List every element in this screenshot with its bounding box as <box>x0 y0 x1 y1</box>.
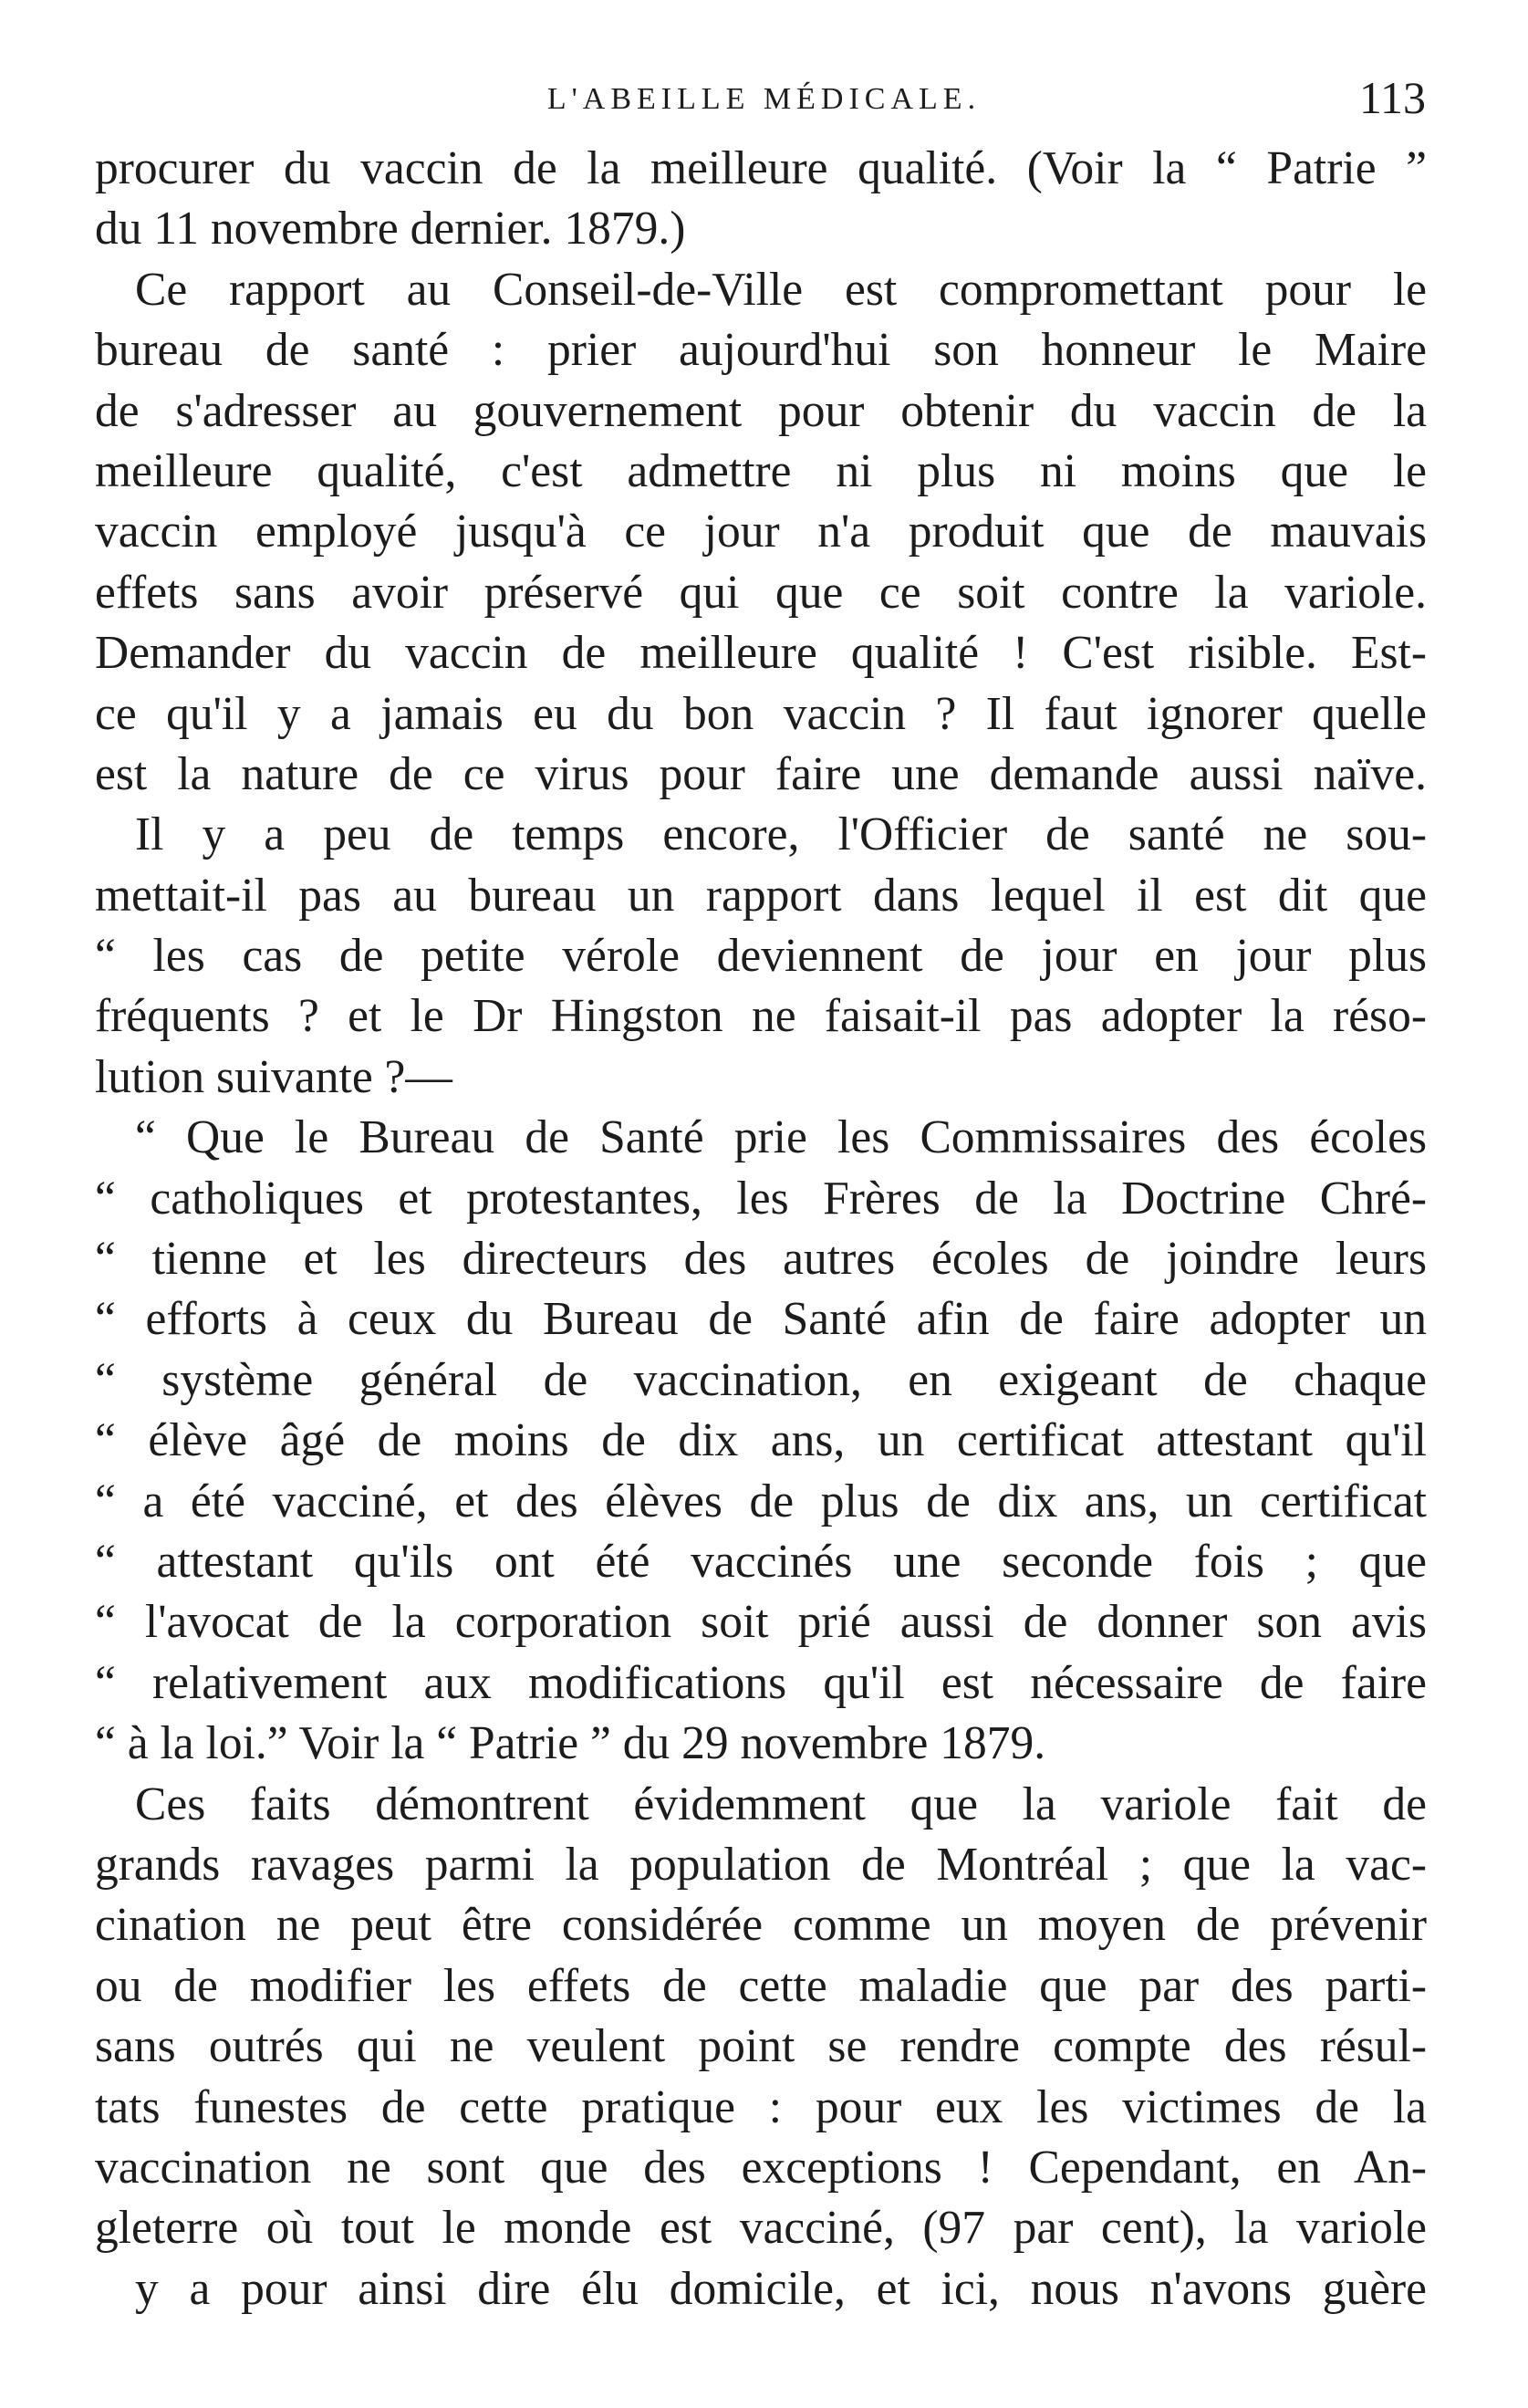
text-line: effets sans avoir préservé qui que ce soit contre la variole. <box>95 566 1427 619</box>
quote-line: “ efforts à ceux du Bureau de Santé afin de faire adopter un <box>95 1293 1427 1346</box>
text-line: y a pour ainsi dire élu domicile, et ici, nous n'avons guère <box>135 2262 1427 2315</box>
quote-line: “ l'avocat de la corporation soit prié aussi de donner son avis <box>95 1596 1427 1649</box>
text-line: grands ravages parmi la population de Montréal ; que la vac- <box>95 1838 1427 1891</box>
running-title: L'ABEILLE MÉDICALE. <box>546 82 982 116</box>
text-line: meilleure qualité, c'est admettre ni plus ni moins que le <box>95 444 1427 497</box>
page-number: 113 <box>1358 72 1426 123</box>
quote-line: “ relativement aux modifications qu'il est nécessaire de faire <box>95 1656 1427 1709</box>
body-text <box>95 139 1427 2319</box>
text-line: Ce rapport au Conseil-de-Ville est compromettant pour le <box>135 263 1427 316</box>
text-line: gleterre où tout le monde est vacciné, (97 par cent), la variole <box>95 2202 1427 2255</box>
text-line: bureau de santé : prier aujourd'hui son honneur le Maire <box>95 324 1427 377</box>
text-line: vaccin employé jusqu'à ce jour n'a produit que de mauvais <box>95 506 1427 558</box>
text-line: cination ne peut être considérée comme un moyen de prévenir <box>95 1899 1427 1952</box>
text-line: Ces faits démontrent évidemment que la variole fait de <box>135 1777 1427 1830</box>
text-line: procurer du vaccin de la meilleure qualité. (Voir la “ Patrie ” <box>95 142 1427 194</box>
text-line: du 11 novembre dernier. 1879.) <box>95 203 686 255</box>
quote-line: “ à la loi.” Voir la “ Patrie ” du 29 novembre 1879. <box>95 1717 1046 1770</box>
text-line: mettait-il pas au bureau un rapport dans lequel il est dit que <box>95 869 1427 922</box>
page-header <box>0 71 1528 126</box>
text-line: ce qu'il y a jamais eu du bon vaccin ? Il faut ignorer quelle <box>95 687 1427 740</box>
text-line: ou de modifier les effets de cette maladie que par des parti- <box>95 1959 1427 2012</box>
text-line: Il y a peu de temps encore, l'Officier de santé ne sou- <box>135 808 1427 861</box>
quote-line: “ attestant qu'ils ont été vaccinés une seconde fois ; que <box>95 1535 1427 1588</box>
text-line: lution suivante ?— <box>95 1050 452 1103</box>
quote-line: “ a été vacciné, et des élèves de plus de dix ans, un certificat <box>95 1475 1427 1527</box>
text-line: vaccination ne sont que des exceptions ! Cependant, en An- <box>95 2141 1427 2194</box>
text-line: “ les cas de petite vérole deviennent de jour en jour plus <box>95 930 1427 983</box>
text-line: fréquents ? et le Dr Hingston ne faisait-il pas adopter la réso- <box>95 990 1427 1043</box>
text-line: est la nature de ce virus pour faire une demande aussi naïve. <box>95 747 1427 800</box>
text-line: Demander du vaccin de meilleure qualité ! C'est risible. Est- <box>95 627 1427 680</box>
quote-line: “ système général de vaccination, en exigeant de chaque <box>95 1353 1427 1406</box>
quote-line: “ tienne et les directeurs des autres écoles de joindre leurs <box>95 1233 1427 1286</box>
text-line: de s'adresser au gouvernement pour obtenir du vaccin de la <box>95 384 1427 437</box>
quote-line: “ élève âgé de moins de dix ans, un certificat attestant qu'il <box>95 1414 1427 1467</box>
quote-line: “ Que le Bureau de Santé prie les Commissaires des écoles <box>135 1111 1427 1164</box>
text-line: tats funestes de cette pratique : pour eux les victimes de la <box>95 2080 1427 2133</box>
text-line: sans outrés qui ne veulent point se rendre compte des résul- <box>95 2020 1427 2073</box>
quote-line: “ catholiques et protestantes, les Frères de la Doctrine Chré- <box>95 1172 1427 1225</box>
